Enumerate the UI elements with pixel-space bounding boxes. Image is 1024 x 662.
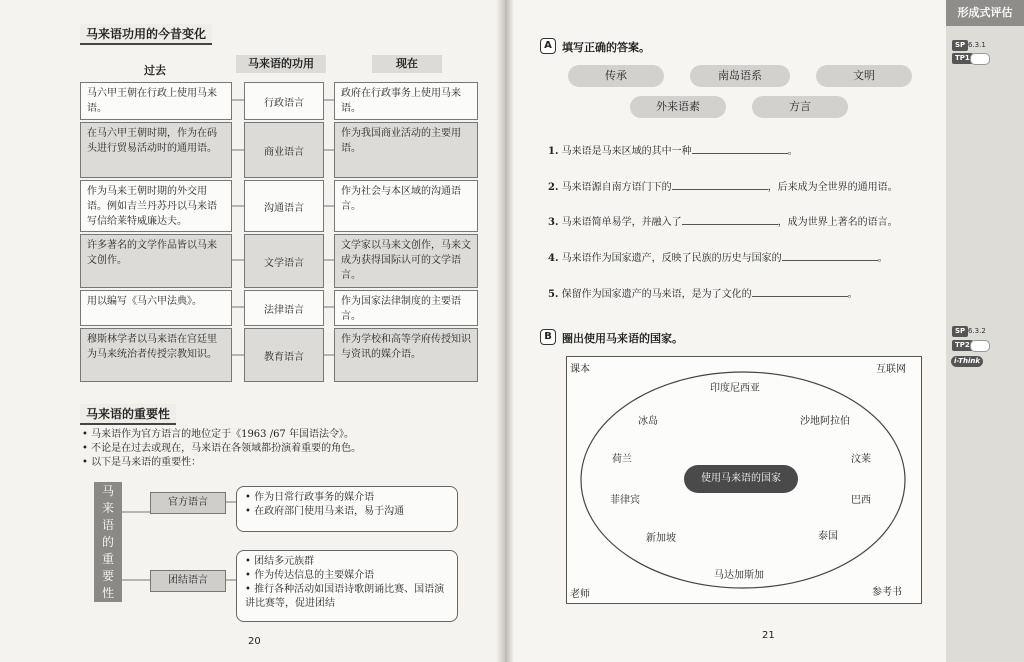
branch-unity-language: 团结语言 [150,570,226,592]
country-indonesia[interactable]: 印度尼西亚 [710,383,760,394]
section-a-badge: A [540,38,556,54]
question-4: 4. 马来语作为国家遗产，反映了民族的历史与国家的 。 [548,249,888,264]
tp-tag: TP2 [952,340,973,351]
question-2: 2. 马来语源自南方语门下的 ，后来成为全世界的通用语。 [548,178,898,193]
question-5: 5. 保留作为国家遗产的马来语，是为了文化的 。 [548,285,858,300]
row6-now: 作为学校和高等学府传授知识与资讯的媒介语。 [334,328,478,382]
sp-code: 6.3.2 [968,327,986,335]
corner-textbook: 课本 [570,364,590,375]
row2-function: 商业语言 [244,122,324,178]
row6-past: 穆斯林学者以马来语在宫廷里为马来统治者传授宗教知识。 [80,328,232,382]
word-bank-item: 传承 [568,65,664,87]
answer-blank[interactable] [782,249,878,261]
corner-reference-book: 参考书 [872,587,902,598]
row4-now: 文学家以马来文创作，马来文成为获得国际认可的文学语言。 [334,234,478,288]
ithink-cloud-icon: i-Think [951,356,983,367]
row3-now: 作为社会与本区域的沟通语言。 [334,180,478,232]
country-philippines[interactable]: 菲律宾 [610,495,640,506]
row1-past: 马六甲王朝在行政上使用马来语。 [80,82,232,120]
section-a-title: 填写正确的答案。 [562,41,650,54]
word-bank-item: 文明 [816,65,912,87]
row3-function: 沟通语言 [244,180,324,232]
word-bank-item: 南岛语系 [690,65,790,87]
corner-internet: 互联网 [876,364,906,375]
sp-code: 6.3.1 [968,41,986,49]
answer-blank[interactable] [692,142,788,154]
corner-teacher: 老师 [570,589,590,600]
bullet-item: • 以下是马来语的重要性： [82,456,492,470]
row5-function: 法律语言 [244,290,324,326]
row1-function: 行政语言 [244,82,324,120]
row5-past: 用以编写《马六甲法典》。 [80,290,232,326]
branch-official-language: 官方语言 [150,492,226,514]
page-number-right: 21 [762,630,775,641]
sp-tag: SP [952,40,968,51]
country-brunei[interactable]: 汶莱 [851,454,871,465]
country-iceland[interactable]: 冰岛 [638,416,658,427]
row5-now: 作为国家法律制度的主要语言。 [334,290,478,326]
branch-unity-points: • 团结多元族群 • 作为传达信息的主要媒介语 • 推行各种活动如国语诗歌朗诵比赛、国语演讲比赛等，促进团结 [236,550,458,622]
country-singapore[interactable]: 新加坡 [646,533,676,544]
branch-official-points: • 作为日常行政事务的媒介语 • 在政府部门使用马来语，易于沟通 [236,486,458,532]
page-number-left: 20 [248,636,261,647]
country-thailand[interactable]: 泰国 [818,531,838,542]
row4-past: 许多著名的文学作品皆以马来文创作。 [80,234,232,288]
row1-now: 政府在行政事务上使用马来语。 [334,82,478,120]
country-madagascar[interactable]: 马达加斯加 [714,570,764,581]
center-label: 使用马来语的国家 [684,465,798,493]
answer-blank[interactable] [752,285,848,297]
importance-vertical-label: 马 来 语 的 重 要 性 [94,482,122,602]
word-bank-item: 外来语素 [630,96,726,118]
row2-now: 作为我国商业活动的主要用语。 [334,122,478,178]
answer-blank[interactable] [672,178,768,190]
importance-bullets [82,428,492,470]
row6-function: 教育语言 [244,328,324,382]
row3-past: 作为马来王朝时期的外交用语。例如吉兰丹苏丹以马来语写信给莱特威廉达夫。 [80,180,232,232]
header-now: 现在 [372,55,442,73]
question-3: 3. 马来语简单易学，并融入了 ，成为世界上著名的语言。 [548,213,898,228]
question-1: 1. 马来语是马来区域的其中一种 。 [548,142,798,157]
tp-progress [970,340,990,352]
bullet-item: • 不论是在过去或现在，马来语在各领域都扮演着重要的角色。 [82,442,492,456]
sp-tag: SP [952,326,968,337]
country-brazil[interactable]: 巴西 [851,495,871,506]
row2-past: 在马六甲王朝时期，作为在码头进行贸易活动时的通用语。 [80,122,232,178]
answer-blank[interactable] [682,213,778,225]
header-past: 过去 [144,64,166,77]
section-b-title: 圈出使用马来语的国家。 [562,332,683,345]
header-function: 马来语的功用 [236,55,326,73]
country-saudi-arabia[interactable]: 沙地阿拉伯 [800,416,850,427]
country-netherlands[interactable]: 荷兰 [612,454,632,465]
bullet-item: • 马来语作为官方语言的地位定于《1963 /67 年国语法令》。 [82,428,492,442]
tp-tag: TP1 [952,53,973,64]
section-b-badge: B [540,329,556,345]
section-title-importance: 马来语的重要性 [80,404,176,425]
section-title-changes: 马来语功用的今昔变化 [80,24,212,45]
row4-function: 文学语言 [244,234,324,288]
formative-assessment-tab: 形成式评估 [946,0,1024,26]
tp-progress [970,53,990,65]
word-bank-item: 方言 [752,96,848,118]
